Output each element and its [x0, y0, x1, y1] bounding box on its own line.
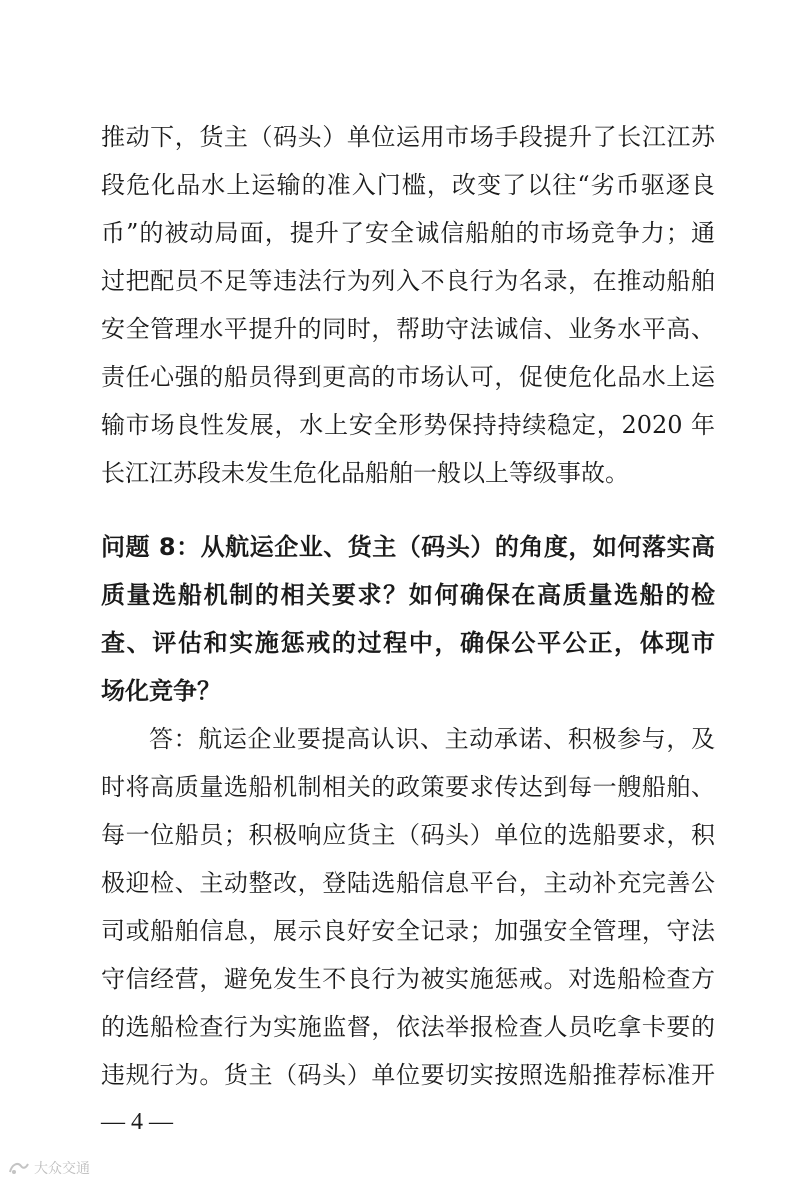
paragraph-line: 推动下，货主（码头）单位运用市场手段提升了长江江苏	[101, 123, 715, 151]
answer-line: 的选船检查行为实施监督，依法举报检查人员吃拿卡要的	[101, 1013, 715, 1041]
paragraph-line: 过把配员不足等违法行为列入不良行为名录，在推动船舶	[101, 267, 715, 295]
answer-line: 守信经营，避免发生不良行为被实施惩戒。对选船检查方	[101, 965, 715, 993]
answer-line: 违规行为。货主（码头）单位要切实按照选船推荐标准开	[101, 1061, 715, 1089]
answer-line: 极迎检、主动整改，登陆选船信息平台，主动补充完善公	[101, 869, 715, 897]
answer-line: 答：航运企业要提高认识、主动承诺、积极参与，及	[149, 725, 715, 753]
answer-line: 司或船舶信息，展示良好安全记录；加强安全管理，守法	[101, 917, 715, 945]
paragraph-line: 安全管理水平提升的同时，帮助守法诚信、业务水平高、	[101, 315, 715, 343]
answer-line: 每一位船员；积极响应货主（码头）单位的选船要求，积	[101, 821, 715, 849]
paragraph-line: 输市场良性发展，水上安全形势保持持续稳定，2020 年	[101, 411, 715, 439]
watermark-text: 大众交通	[34, 1161, 90, 1177]
question-heading-line: 问题 8：从航运企业、货主（码头）的角度，如何落实高	[101, 533, 715, 561]
question-heading-line: 质量选船机制的相关要求？如何确保在高质量选船的检	[101, 581, 715, 609]
question-heading-line: 查、评估和实施惩戒的过程中，确保公平公正，体现市	[101, 629, 715, 657]
page-number: — 4 —	[101, 1109, 173, 1135]
watermark-logo-icon	[8, 1160, 30, 1176]
paragraph-line: 段危化品水上运输的准入门槛，改变了以往“劣币驱逐良	[101, 171, 715, 199]
paragraph-line: 责任心强的船员得到更高的市场认可，促使危化品水上运	[101, 363, 715, 391]
watermark	[8, 1156, 90, 1180]
paragraph-line: 币”的被动局面，提升了安全诚信船舶的市场竞争力；通	[101, 219, 715, 247]
answer-line: 时将高质量选船机制相关的政策要求传达到每一艘船舶、	[101, 773, 715, 801]
question-heading-line: 场化竞争？	[101, 677, 221, 705]
paragraph-line: 长江江苏段未发生危化品船舶一般以上等级事故。	[101, 459, 629, 487]
